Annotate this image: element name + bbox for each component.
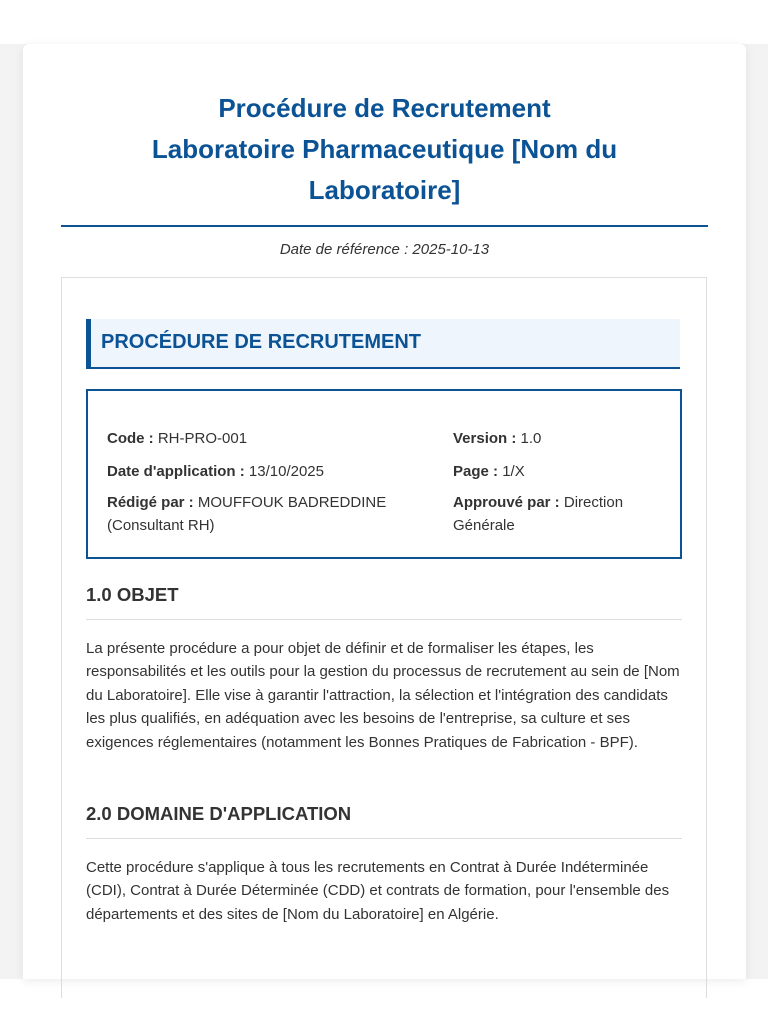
document-sheet [23, 44, 746, 979]
reference-date-label: Date de référence : [279, 241, 409, 258]
meta-date-value: 13/10/2025 [248, 463, 324, 480]
content-box [61, 277, 707, 998]
meta-version-value: 1.0 [520, 430, 542, 447]
meta-author-label: Rédigé par : [107, 494, 194, 511]
reference-date [61, 241, 708, 258]
title-line-3: Laboratoire] [308, 175, 461, 205]
reference-date-value: 2025-10-13 [412, 241, 490, 258]
section-banner-title: PROCÉDURE DE RECRUTEMENT [101, 331, 422, 353]
meta-date-label: Date d'application : [107, 463, 245, 480]
meta-author-value: MOUFFOUK BADREDDINE (Consultant RH) [107, 494, 387, 534]
section-heading-domaine: 2.0 DOMAINE D'APPLICATION [86, 803, 682, 839]
meta-code-label: Code : [107, 430, 154, 447]
meta-code [107, 427, 247, 450]
document-metadata-box [86, 389, 682, 559]
title-line-2: Laboratoire Pharmaceutique [Nom du [151, 134, 618, 164]
meta-approver-label: Approuvé par : [453, 494, 560, 511]
meta-version [453, 427, 541, 450]
section-banner [86, 319, 680, 369]
document-header [61, 88, 708, 227]
title-line-1: Procédure de Recrutement [218, 93, 551, 123]
meta-code-value: RH-PRO-001 [157, 430, 248, 447]
meta-page-label: Page : [453, 463, 499, 480]
meta-version-label: Version : [453, 430, 517, 447]
section-text-objet: La présente procédure a pour objet de définir et de formaliser les étapes, les responsabilités et les outils pour la gestion du processus de recrutement au sein de [Nom du Laboratoire]. Elle vise à garantir l'attraction, la sélection et l'intégration des candidats les plus qualifiés, en adéquation avec les besoins de l'entreprise, sa culture et ses exigences réglementaires (notamment les Bonnes Pratiques de Fabrication - BPF). [86, 640, 680, 751]
meta-approver-value: Direction Générale [453, 494, 624, 534]
section-text-domaine: Cette procédure s'applique à tous les recrutements en Contrat à Durée Indéterminée (CDI), Contrat à Durée Déterminée (CDD) et contrats de formation, pour l'ensemble des départements et des sites de [Nom du Laboratoire] en Algérie. [86, 859, 670, 923]
meta-author [107, 491, 427, 537]
document-title [61, 88, 708, 211]
meta-page-value: 1/X [502, 463, 525, 480]
meta-page [453, 460, 525, 483]
section-heading-objet: 1.0 OBJET [86, 584, 682, 620]
meta-approver [453, 491, 658, 537]
meta-application-date [107, 460, 324, 483]
